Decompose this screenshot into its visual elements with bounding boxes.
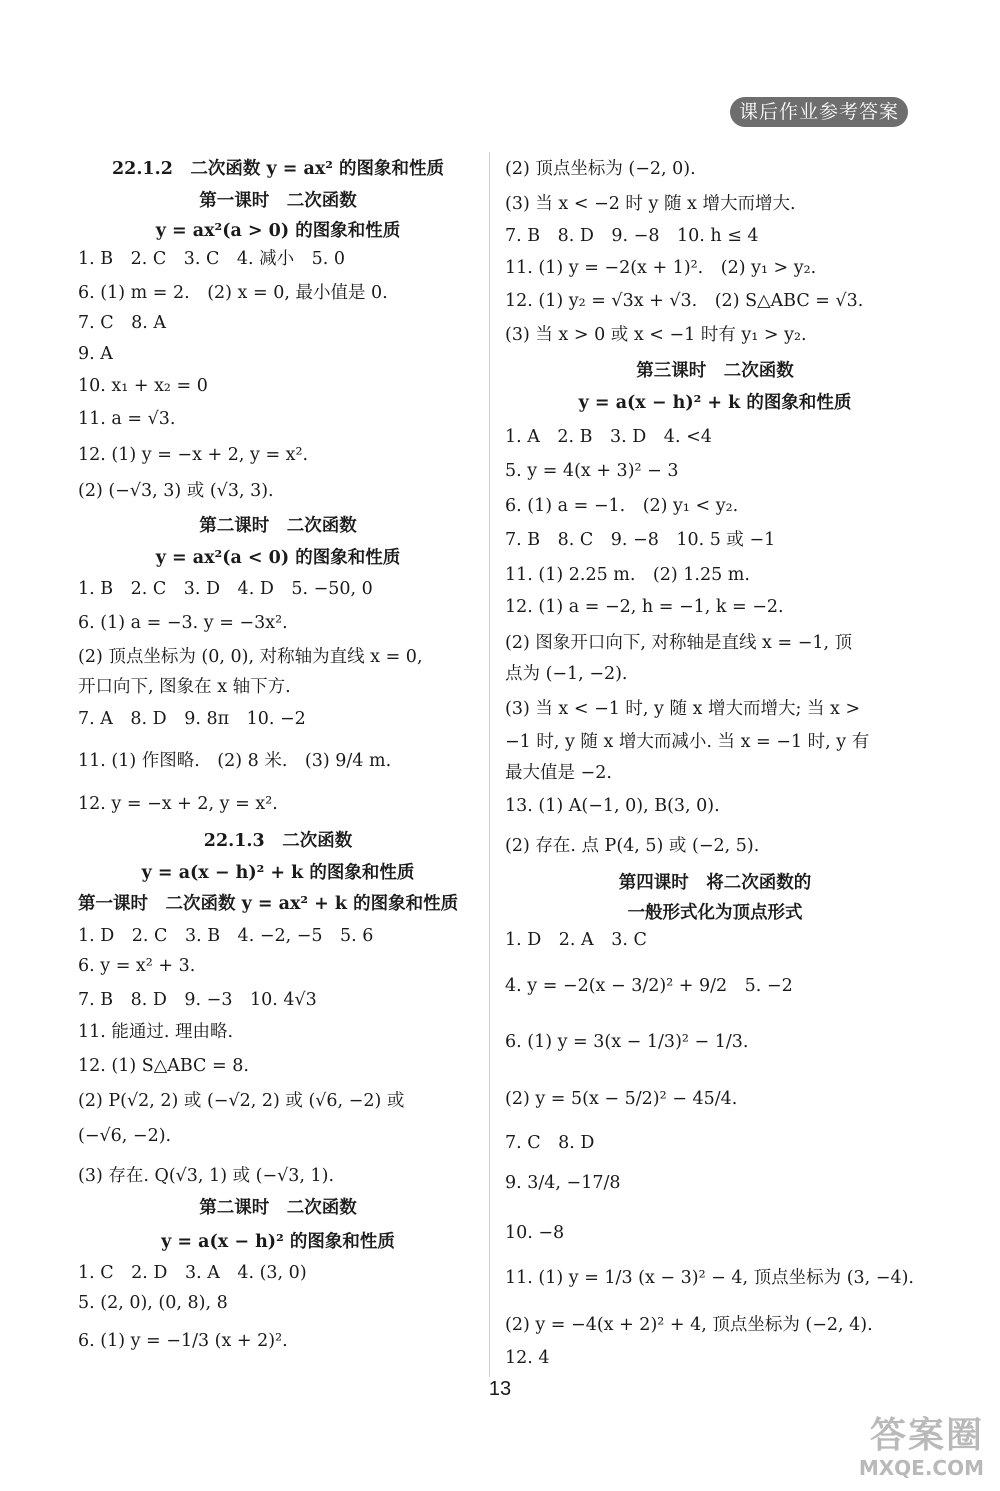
answer-line: (3) 当 x > 0 或 x < −1 时有 y₁ > y₂. [505, 325, 807, 345]
watermark-text: 答案圈 [869, 1415, 984, 1456]
section-heading: 第三课时 二次函数 [636, 361, 794, 381]
answer-line: (2) P(√2, 2) 或 (−√2, 2) 或 (√6, −2) 或 [78, 1091, 405, 1111]
answer-line: 12. (1) y = −x + 2, y = x². [78, 445, 309, 465]
answer-line: 6. (1) y = 3(x − 1/3)² − 1/3. [505, 1032, 749, 1052]
section-heading: y = ax²(a > 0) 的图象和性质 [155, 221, 401, 241]
answer-line: 7. B 8. D 9. −3 10. 4√3 [78, 990, 317, 1010]
answer-line: 13. (1) A(−1, 0), B(3, 0). [505, 796, 720, 816]
answer-line: 11. a = √3. [78, 409, 176, 429]
answer-line: (2) 顶点坐标为 (0, 0), 对称轴为直线 x = 0, [78, 647, 423, 667]
answer-line: 12. (1) S△ABC = 8. [78, 1056, 249, 1076]
answer-line: 6. (1) y = −1/3 (x + 2)². [78, 1331, 288, 1351]
answer-line: 10. x₁ + x₂ = 0 [78, 376, 208, 396]
section-heading: 第二课时 二次函数 [199, 516, 357, 536]
section-heading: 22.1.3 二次函数 [203, 831, 353, 851]
answer-line: (2) 存在. 点 P(4, 5) 或 (−2, 5). [505, 836, 760, 856]
answer-line: 最大值是 −2. [505, 763, 612, 783]
answer-line: (2) (−√3, 3) 或 (√3, 3). [78, 481, 274, 501]
answer-line: 1. B 2. C 3. C 4. 减小 5. 0 [78, 249, 346, 269]
watermark-logo [859, 1416, 984, 1480]
answer-line: 7. A 8. D 9. 8π 10. −2 [78, 709, 306, 729]
answer-line: 5. (2, 0), (0, 8), 8 [78, 1293, 228, 1313]
answer-line: (2) y = −4(x + 2)² + 4, 顶点坐标为 (−2, 4). [505, 1315, 873, 1335]
section-heading: 第二课时 二次函数 [199, 1198, 357, 1218]
answer-line: 1. D 2. C 3. B 4. −2, −5 5. 6 [78, 926, 374, 946]
answer-line: 点为 (−1, −2). [505, 664, 628, 684]
answer-line: −1 时, y 随 x 增大而减小. 当 x = −1 时, y 有 [505, 732, 870, 752]
section-heading: 第一课时 二次函数 y = ax² + k 的图象和性质 [78, 894, 459, 914]
page-number: 13 [488, 1378, 512, 1400]
answer-line: 7. B 8. D 9. −8 10. h ≤ 4 [505, 226, 759, 246]
answer-line: 5. y = 4(x + 3)² − 3 [505, 461, 679, 481]
answer-line: 11. (1) y = 1/3 (x − 3)² − 4, 顶点坐标为 (3, −4). [505, 1268, 914, 1288]
answer-line: 12. (1) y₂ = √3x + √3. (2) S△ABC = √3. [505, 291, 864, 311]
section-heading: y = ax²(a < 0) 的图象和性质 [155, 548, 401, 568]
answer-line: (3) 当 x < −2 时 y 随 x 增大而增大. [505, 194, 796, 214]
section-heading: y = a(x − h)² 的图象和性质 [161, 1232, 395, 1252]
answer-line: 9. 3/4, −17/8 [505, 1173, 621, 1193]
section-heading: 22.1.2 二次函数 y = ax² 的图象和性质 [111, 159, 445, 179]
answer-line: 6. y = x² + 3. [78, 956, 196, 976]
answer-line: 11. 能通过. 理由略. [78, 1022, 234, 1042]
answer-line: 1. C 2. D 3. A 4. (3, 0) [78, 1263, 307, 1283]
answer-line: 10. −8 [505, 1223, 565, 1243]
answer-line: 1. D 2. A 3. C [505, 930, 647, 950]
section-heading: y = a(x − h)² + k 的图象和性质 [141, 863, 415, 883]
answer-line: (−√6, −2). [78, 1126, 172, 1146]
section-heading: 一般形式化为顶点形式 [627, 903, 803, 923]
answer-line: (2) 图象开口向下, 对称轴是直线 x = −1, 顶 [505, 633, 853, 653]
section-heading: 第一课时 二次函数 [199, 191, 357, 211]
answer-line: (2) y = 5(x − 5/2)² − 45/4. [505, 1089, 738, 1109]
answer-line: 7. B 8. C 9. −8 10. 5 或 −1 [505, 530, 776, 550]
answer-line: 11. (1) 作图略. (2) 8 米. (3) 9/4 m. [78, 751, 392, 771]
answer-line: 6. (1) m = 2. (2) x = 0, 最小值是 0. [78, 283, 388, 303]
answer-line: 开口向下, 图象在 x 轴下方. [78, 677, 291, 697]
answer-line: (3) 存在. Q(√3, 1) 或 (−√3, 1). [78, 1166, 335, 1186]
column-divider [489, 152, 490, 1377]
watermark-url: MXQE.COM [858, 1456, 984, 1480]
section-heading: 第四课时 将二次函数的 [618, 873, 812, 893]
answer-line: 7. C 8. D [505, 1133, 595, 1153]
answer-line: 1. A 2. B 3. D 4. <4 [505, 427, 712, 447]
answer-line: 4. y = −2(x − 3/2)² + 9/2 5. −2 [505, 976, 793, 996]
answer-line: 9. A [78, 344, 113, 364]
answer-line: 12. 4 [505, 1348, 550, 1368]
answer-line: (2) 顶点坐标为 (−2, 0). [505, 159, 696, 179]
answer-line: 12. (1) a = −2, h = −1, k = −2. [505, 597, 784, 617]
section-heading: y = a(x − h)² + k 的图象和性质 [578, 393, 852, 413]
answer-line: (3) 当 x < −1 时, y 随 x 增大而增大; 当 x > [505, 699, 861, 719]
section-tag: 课后作业参考答案 [730, 97, 908, 127]
answer-line: 7. C 8. A [78, 313, 167, 333]
answer-line: 6. (1) a = −3. y = −3x². [78, 613, 288, 633]
answer-line: 11. (1) y = −2(x + 1)². (2) y₁ > y₂. [505, 258, 817, 278]
answer-line: 12. y = −x + 2, y = x². [78, 794, 278, 814]
answer-line: 11. (1) 2.25 m. (2) 1.25 m. [505, 565, 750, 585]
answer-line: 6. (1) a = −1. (2) y₁ < y₂. [505, 496, 739, 516]
answer-line: 1. B 2. C 3. D 4. D 5. −50, 0 [78, 579, 373, 599]
